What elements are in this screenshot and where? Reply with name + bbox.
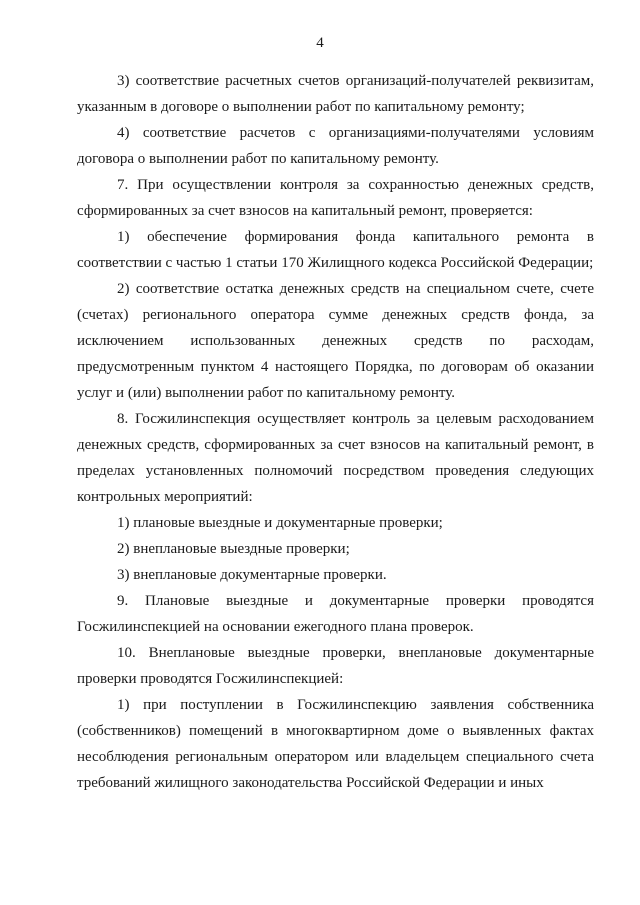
paragraph-item-4: 4) соответствие расчетов с организациями-получателями условиям договора о выполнении работ по капитальному ремонту. (77, 125, 594, 167)
paragraph-section-8-item-2: 2) внеплановые выездные проверки; (117, 541, 350, 557)
paragraph-item-3: 3) соответствие расчетных счетов организаций-получателей реквизитам, указанным в договоре о выполнении работ по капитальному ремонту; (77, 73, 594, 115)
paragraph-section-10-item-1: 1) при поступлении в Госжилинспекцию заявления собственника (собственников) помещений в многоквартирном доме о выявленных фактах несоблюдения региональным оператором или владельцем специального счета требований жилищного законодательства Российской Федерации и иных (77, 697, 594, 791)
paragraph-section-7-item-1: 1) обеспечение формирования фонда капитального ремонта в соответствии с частью 1 статьи 170 Жилищного кодекса Российской Федерации; (77, 229, 594, 271)
paragraph-section-7-item-2: 2) соответствие остатка денежных средств на специальном счете, счете (счетах) регионального оператора сумме денежных средств фонда, за исключением использованных денежных средств по расходам, предусмотренным пунктом 4 настоящего Порядка, по договорам об оказании услуг и (или) выполнении работ по капитальному ремонту. (77, 281, 594, 401)
paragraph-section-8-item-1: 1) плановые выездные и документарные проверки; (117, 515, 443, 531)
paragraph-section-10: 10. Внеплановые выездные проверки, внеплановые документарные проверки проводятся Госжилинспекцией: (77, 645, 594, 687)
paragraph-section-9: 9. Плановые выездные и документарные проверки проводятся Госжилинспекцией на основании ежегодного плана проверок. (77, 593, 594, 635)
paragraph-section-7: 7. При осуществлении контроля за сохранностью денежных средств, сформированных за счет взносов на капитальный ремонт, проверяется: (77, 177, 594, 219)
document-body (77, 68, 594, 796)
paragraph-section-8-item-3: 3) внеплановые документарные проверки. (117, 567, 387, 583)
paragraph-section-8: 8. Госжилинспекция осуществляет контроль за целевым расходованием денежных средств, сформированных за счет взносов на капитальный ремонт, в пределах установленных полномочий посредством проведения следующих контрольных мероприятий: (77, 411, 594, 505)
page-number: 4 (316, 35, 324, 51)
